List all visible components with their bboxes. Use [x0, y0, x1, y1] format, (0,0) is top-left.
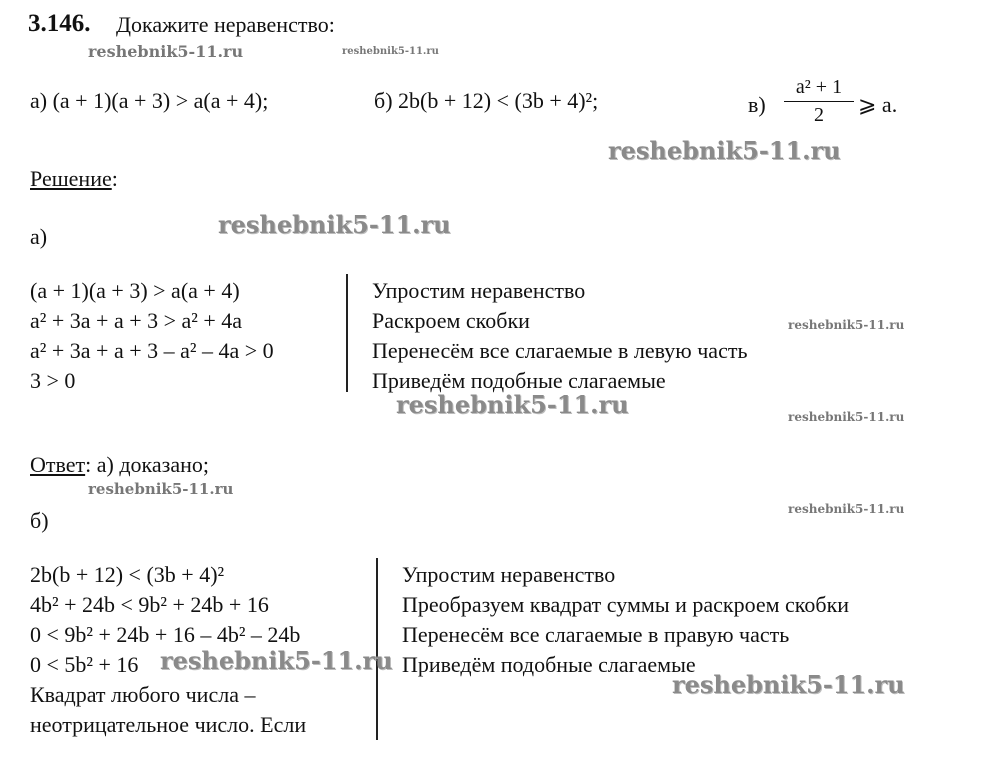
problem-part-b: б) 2b(b + 12) < (3b + 4)²; — [374, 88, 599, 113]
watermark: reshebnik5-11.ru — [396, 390, 629, 419]
part-a-divider — [346, 274, 348, 392]
part-a-comment-2: Раскроем скобки — [372, 308, 530, 333]
fraction-bar — [784, 101, 854, 102]
watermark: reshebnik5-11.ru — [218, 210, 451, 239]
part-a-expr-2: a² + 3a + a + 3 > a² + 4a — [30, 308, 243, 333]
solution-heading-text: Решение — [30, 166, 112, 191]
answer-line — [30, 452, 209, 478]
part-b-expr-4: 0 < 5b² + 16 — [30, 652, 139, 677]
part-b-comment-1: Упростим неравенство — [402, 562, 616, 587]
fraction-denominator: 2 — [814, 104, 824, 126]
part-a-comment-4: Приведём подобные слагаемые — [372, 368, 666, 393]
part-a-comment-3: Перенесём все слагаемые в левую часть — [372, 338, 748, 363]
part-a-comment-1: Упростим неравенство — [372, 278, 586, 303]
part-b-expr-3: 0 < 9b² + 24b + 16 – 4b² – 24b — [30, 622, 301, 647]
part-b-comment-2: Преобразуем квадрат суммы и раскроем скобки — [402, 592, 850, 617]
solution-heading — [30, 166, 118, 192]
problem-part-c-prefix: в) — [748, 92, 766, 117]
problem-title: Докажите неравенство: — [116, 12, 335, 37]
watermark: reshebnik5-11.ru — [608, 136, 841, 165]
watermark: reshebnik5-11.ru — [788, 410, 905, 424]
part-b-comment-3: Перенесём все слагаемые в правую часть — [402, 622, 790, 647]
part-b-comment-4: Приведём подобные слагаемые — [402, 652, 696, 677]
problem-part-c-suffix: ⩾ a. — [858, 92, 898, 117]
watermark: reshebnik5-11.ru — [788, 502, 905, 516]
problem-part-a: а) (a + 1)(a + 3) > a(a + 4); — [30, 88, 269, 113]
watermark: reshebnik5-11.ru — [342, 46, 439, 57]
watermark: reshebnik5-11.ru — [88, 42, 244, 61]
part-b-label: б) — [30, 508, 49, 533]
answer-text: : а) доказано; — [85, 452, 209, 477]
problem-part-c-fraction — [784, 76, 854, 127]
part-a-expr-4: 3 > 0 — [30, 368, 76, 393]
watermark: reshebnik5-11.ru — [788, 318, 905, 332]
part-b-note-2: неотрицательное число. Если — [30, 712, 307, 737]
problem-number: 3.146. — [28, 10, 91, 37]
part-a-expr-3: a² + 3a + a + 3 – a² – 4a > 0 — [30, 338, 274, 363]
part-b-expr-2: 4b² + 24b < 9b² + 24b + 16 — [30, 592, 269, 617]
solution-heading-colon: : — [111, 166, 118, 191]
watermark: reshebnik5-11.ru — [88, 480, 234, 498]
part-a-label: а) — [30, 224, 48, 249]
part-a-expr-1: (a + 1)(a + 3) > a(a + 4) — [30, 278, 240, 303]
watermark: reshebnik5-11.ru — [160, 646, 393, 675]
answer-label: Ответ — [30, 452, 86, 477]
watermark: reshebnik5-11.ru — [672, 670, 905, 699]
part-b-expr-1: 2b(b + 12) < (3b + 4)² — [30, 562, 225, 587]
part-b-note-1: Квадрат любого числа – — [30, 682, 256, 707]
fraction-numerator: a² + 1 — [795, 76, 843, 98]
